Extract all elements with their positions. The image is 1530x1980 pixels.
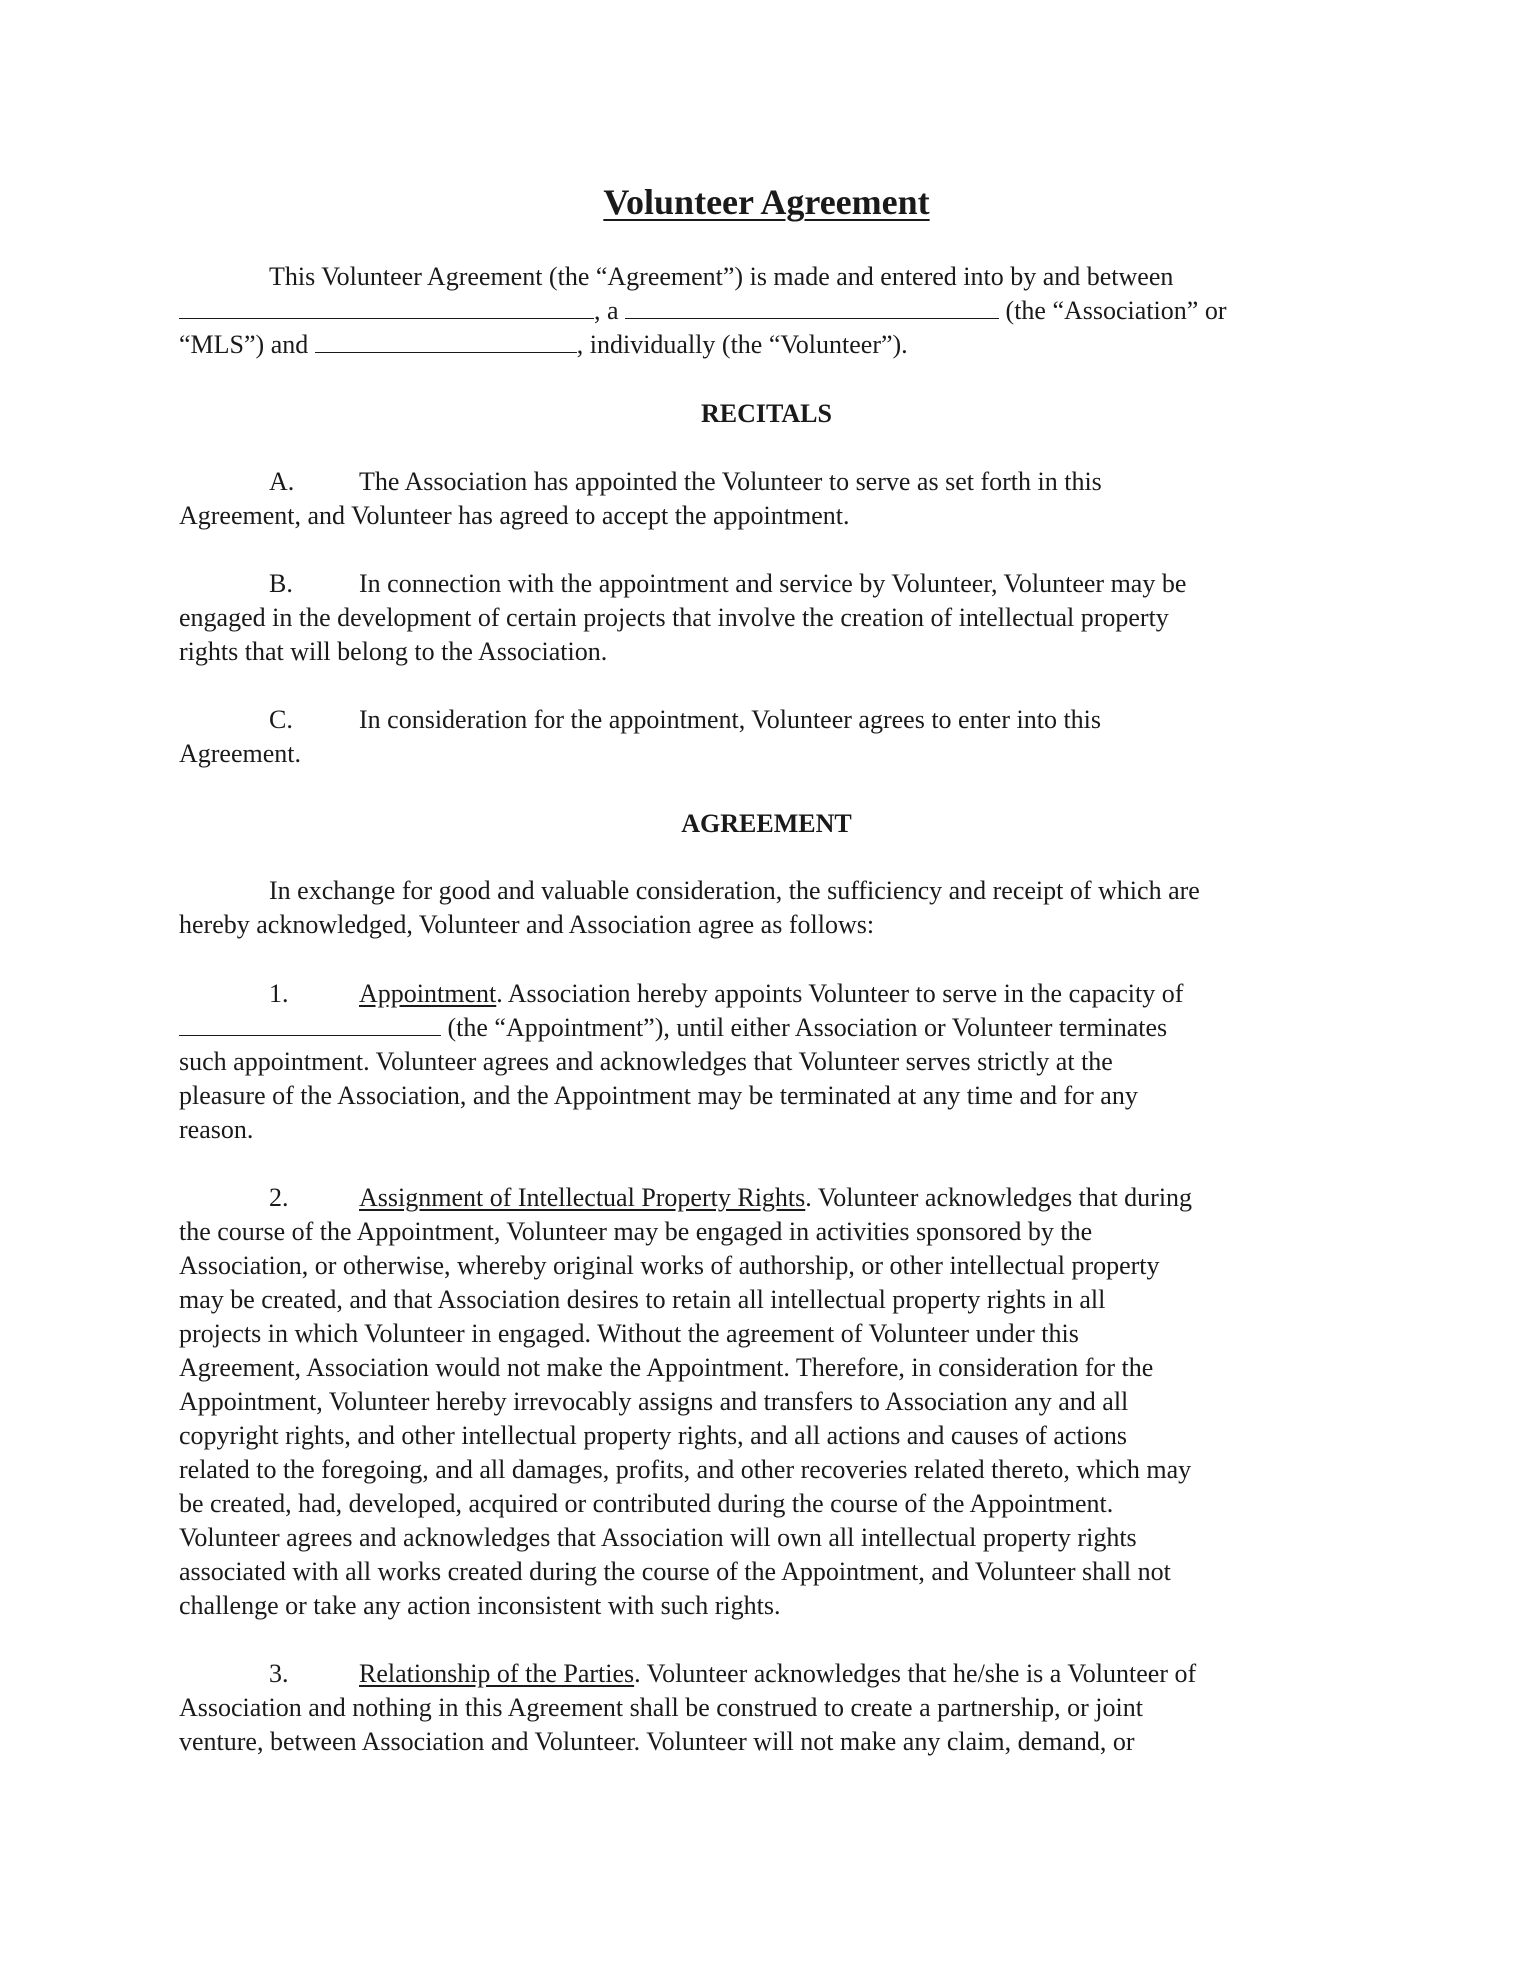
- recital-line: Agreement.: [179, 739, 302, 768]
- agreement-heading: AGREEMENT: [681, 809, 852, 838]
- section-line: projects in which Volunteer in engaged. Without the agreement of Volunteer under this: [179, 1319, 1079, 1348]
- section-text: . Volunteer acknowledges that he/she is a Volunteer of: [634, 1659, 1197, 1688]
- recital-b: [179, 567, 1354, 669]
- section-line: [179, 1011, 1354, 1045]
- intro-text: (the “Association” or: [1005, 296, 1227, 325]
- recital-text: The Association has appointed the Volunteer to serve as set forth in this: [359, 467, 1102, 496]
- section-line: Volunteer agrees and acknowledges that Association will own all intellectual property rights: [179, 1523, 1137, 1552]
- section-heading: Appointment: [359, 979, 497, 1008]
- volunteer-name-blank[interactable]: [315, 328, 577, 353]
- recital-marker: B.: [269, 569, 293, 598]
- section-line: Association, or otherwise, whereby original works of authorship, or other intellectual property: [179, 1251, 1160, 1280]
- intro-paragraph: [179, 260, 1354, 362]
- section-number: 3.: [269, 1659, 289, 1688]
- section-line: [179, 1657, 1354, 1691]
- section-line: challenge or take any action inconsistent with such rights.: [179, 1591, 781, 1620]
- section-line: [179, 1181, 1354, 1215]
- section-line: the course of the Appointment, Volunteer may be engaged in activities sponsored by the: [179, 1217, 1093, 1246]
- intro-text: , a: [594, 296, 619, 325]
- agreement-intro-line: In exchange for good and valuable consideration, the sufficiency and receipt of which are: [269, 876, 1200, 905]
- section-line: may be created, and that Association desires to retain all intellectual property rights in all: [179, 1285, 1106, 1314]
- recital-a: [179, 465, 1354, 533]
- recital-text: In consideration for the appointment, Volunteer agrees to enter into this: [359, 705, 1102, 734]
- recital-text: In connection with the appointment and service by Volunteer, Volunteer may be: [359, 569, 1187, 598]
- section-heading: Relationship of the Parties: [359, 1659, 635, 1688]
- intro-line: [179, 328, 1354, 362]
- recital-line: engaged in the development of certain projects that involve the creation of intellectual property: [179, 603, 1169, 632]
- recital-c: [179, 703, 1354, 771]
- section-appointment: [179, 977, 1354, 1147]
- section-ip-rights: [179, 1181, 1354, 1623]
- section-line: such appointment. Volunteer agrees and acknowledges that Volunteer serves strictly at the: [179, 1047, 1113, 1076]
- section-line: Appointment, Volunteer hereby irrevocably assigns and transfers to Association any and all: [179, 1387, 1129, 1416]
- section-line: venture, between Association and Volunteer. Volunteer will not make any claim, demand, or: [179, 1727, 1135, 1756]
- recital-marker: C.: [269, 705, 293, 734]
- document-title: Volunteer Agreement: [603, 182, 930, 222]
- section-heading: Assignment of Intellectual Property Rights: [359, 1183, 806, 1212]
- agreement-intro: [179, 874, 1354, 942]
- recital-line: [179, 465, 1354, 499]
- section-line: pleasure of the Association, and the Appointment may be terminated at any time and for any: [179, 1081, 1138, 1110]
- section-number: 1.: [269, 979, 289, 1008]
- intro-text: “MLS”) and: [179, 330, 309, 359]
- recital-line: rights that will belong to the Association.: [179, 637, 608, 666]
- entity-type-blank[interactable]: [625, 294, 999, 319]
- party-name-blank[interactable]: [179, 294, 594, 319]
- intro-line: [179, 294, 1354, 328]
- section-relationship: [179, 1657, 1354, 1759]
- section-line: Agreement, Association would not make the Appointment. Therefore, in consideration for the: [179, 1353, 1154, 1382]
- recital-line: [179, 567, 1354, 601]
- section-line: copyright rights, and other intellectual property rights, and all actions and causes of actions: [179, 1421, 1128, 1450]
- recital-marker: A.: [269, 467, 295, 496]
- section-number: 2.: [269, 1183, 289, 1212]
- section-line: associated with all works created during the course of the Appointment, and Volunteer shall not: [179, 1557, 1171, 1586]
- section-line: be created, had, developed, acquired or contributed during the course of the Appointment.: [179, 1489, 1114, 1518]
- recital-line: [179, 703, 1354, 737]
- section-line: reason.: [179, 1115, 254, 1144]
- agreement-intro-line: hereby acknowledged, Volunteer and Association agree as follows:: [179, 910, 875, 939]
- section-text: (the “Appointment”), until either Association or Volunteer terminates: [447, 1013, 1168, 1042]
- section-text: . Volunteer acknowledges that during: [805, 1183, 1193, 1212]
- intro-text: , individually (the “Volunteer”).: [576, 330, 908, 359]
- section-line: related to the foregoing, and all damages, profits, and other recoveries related thereto, which may: [179, 1455, 1192, 1484]
- recital-line: Agreement, and Volunteer has agreed to accept the appointment.: [179, 501, 850, 530]
- recitals-heading: RECITALS: [700, 399, 832, 428]
- section-line: Association and nothing in this Agreement shall be construed to create a partnership, or joint: [179, 1693, 1143, 1722]
- section-line: [179, 977, 1354, 1011]
- intro-line: This Volunteer Agreement (the “Agreement”) is made and entered into by and between: [269, 262, 1174, 291]
- capacity-blank[interactable]: [179, 1011, 441, 1036]
- section-text: . Association hereby appoints Volunteer to serve in the capacity of: [496, 979, 1184, 1008]
